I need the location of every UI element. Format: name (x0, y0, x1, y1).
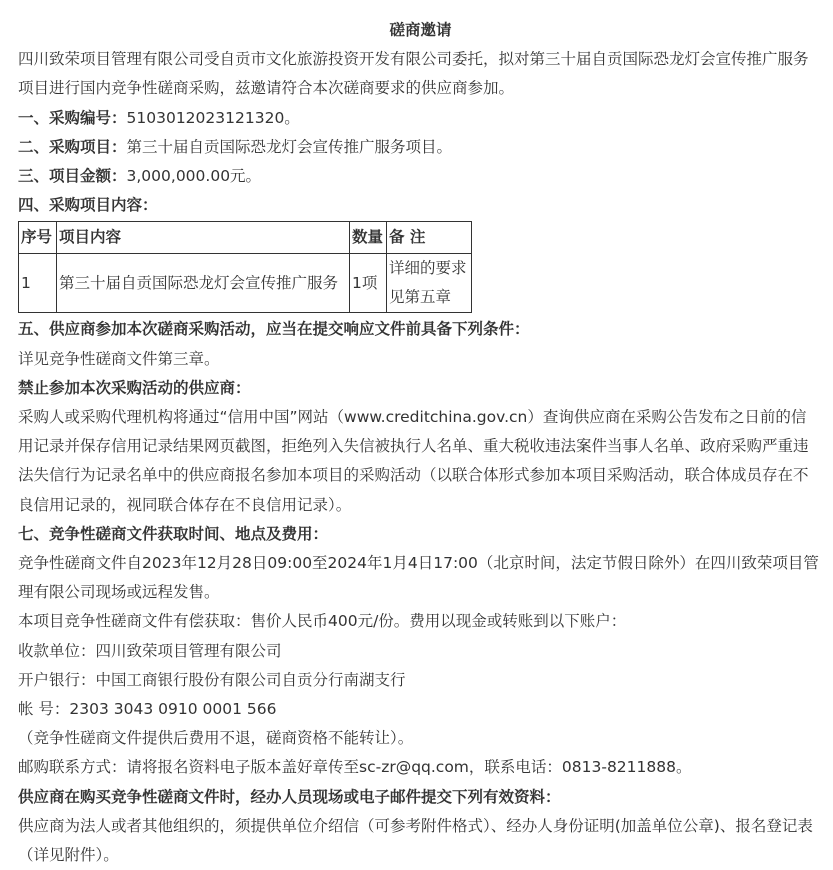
section-project-amount (18, 162, 819, 191)
project-amount-value: 3,000,000.00元。 (126, 167, 262, 186)
account-text: 帐 号：2303 3043 0910 0001 566 (18, 700, 277, 719)
acquisition-fee-text: 本项目竞争性磋商文件有偿获取：售价人民币400元/份。费用以现金或转账到以下账户： (18, 612, 627, 631)
section-label: 三、项目金额： (18, 167, 127, 186)
bank-text: 开户银行：中国工商银行股份有限公司自贡分行南湖支行 (18, 670, 406, 689)
header-no: 序号 (19, 222, 57, 254)
table-row (19, 254, 472, 313)
cell-no: 1 (19, 254, 57, 313)
cell-remark: 详细的要求见第五章 (387, 254, 472, 313)
section-project-content-heading: 四、采购项目内容： (18, 196, 158, 215)
non-refundable-note: （竞争性磋商文件提供后费用不退，磋商资格不能转让）。 (18, 729, 414, 748)
payee-text: 收款单位：四川致荣项目管理有限公司 (18, 641, 282, 660)
header-remark: 备 注 (387, 222, 472, 254)
procurement-number-value: 5103012023121320。 (126, 108, 300, 127)
section-document-acquisition-heading: 七、竞争性磋商文件获取时间、地点及费用： (18, 524, 329, 543)
procurement-project-value: 第三十届自贡国际恐龙灯会宣传推广服务项目。 (126, 137, 453, 156)
section-label: 一、采购编号： (18, 108, 127, 127)
required-documents-heading: 供应商在购买竞争性磋商文件时，经办人员现场或电子邮件提交下列有效资料： (18, 787, 561, 806)
acquisition-time-text: 竞争性磋商文件自2023年12月28日09:00至2024年1月4日17:00（北京时间，法定节假日除外）在四川致荣项目管理有限公司现场或远程发售。 (18, 554, 819, 602)
cell-content: 第三十届自贡国际恐龙灯会宣传推广服务 (57, 254, 350, 313)
section-supplier-conditions-heading: 五、供应商参加本次磋商采购活动，应当在提交响应文件前具备下列条件： (18, 320, 530, 339)
header-qty: 数量 (350, 222, 387, 254)
project-content-table (18, 221, 472, 313)
supplier-conditions-text: 详见竞争性磋商文件第三章。 (18, 349, 220, 368)
required-documents-text: 供应商为法人或者其他组织的，须提供单位介绍信（可参考附件格式）、经办人身份证明(加盖单位公章)、报名登记表（详见附件）。 (18, 816, 813, 865)
cell-qty: 1项 (350, 254, 387, 313)
intro-paragraph: 四川致荣项目管理有限公司受自贡市文化旅游投资开发有限公司委托，拟对第三十届自贡国际恐龙灯会宣传推广服务项目进行国内竞争性磋商采购，兹邀请符合本次磋商要求的供应商参加。 (18, 50, 809, 98)
prohibited-suppliers-heading: 禁止参加本次采购活动的供应商： (18, 378, 251, 397)
prohibited-suppliers-text: 采购人或采购代理机构将通过“信用中国”网站（www.creditchina.gov.cn）查询供应商在采购公告发布之日前的信用记录并保存信用记录结果网页截图，拒绝列入失信被执行人名单、重大税收违法案件当事人名单、政府采购严重违法失信行为记录名单中的供应商报名参加本项目的采购活动（以联合体形式参加本项目采购活动，联合体成员存在不良信用记录的，视同联合体存在不良信用记录）。 (18, 408, 809, 514)
section-label: 二、采购项目： (18, 137, 127, 156)
section-procurement-project (18, 133, 819, 162)
table-header-row (19, 222, 472, 254)
page-title: 磋商邀请 (389, 21, 452, 39)
contact-text: 邮购联系方式：请将报名资料电子版本盖好章传至sc-zr@qq.com，联系电话：0813-8211888。 (18, 758, 692, 777)
header-content: 项目内容 (57, 222, 350, 254)
section-procurement-number (18, 104, 819, 133)
